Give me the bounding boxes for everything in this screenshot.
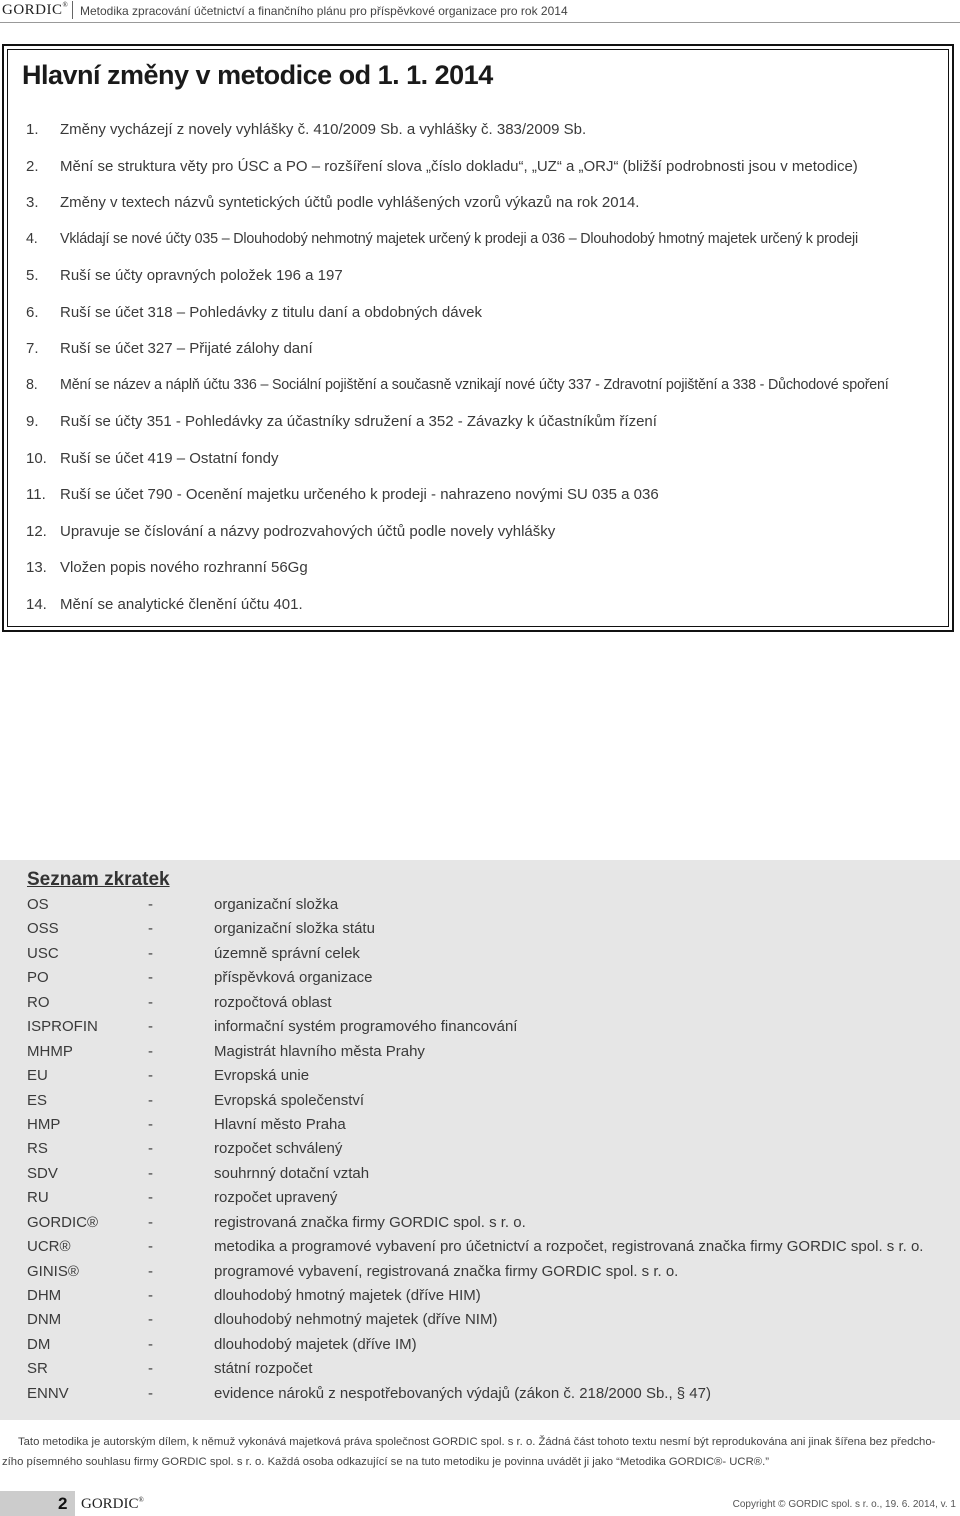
list-item <box>26 377 951 414</box>
list-item <box>26 486 951 523</box>
abbreviation-row <box>27 1043 957 1067</box>
abbreviation-code: SDV <box>27 1164 58 1182</box>
abbreviation-dash: - <box>148 1042 153 1060</box>
abbreviation-meaning: rozpočet upravený <box>214 1189 338 1207</box>
abbreviation-row <box>27 1385 957 1409</box>
abbreviation-dash: - <box>148 1262 153 1280</box>
changes-list <box>26 121 951 632</box>
item-number: 4. <box>26 230 38 247</box>
abbreviation-code: HMP <box>27 1115 61 1133</box>
abbreviation-row <box>27 1214 957 1238</box>
list-item <box>26 158 951 195</box>
abbreviation-row <box>27 1263 957 1287</box>
abbreviation-code: ENNV <box>27 1384 69 1402</box>
list-item <box>26 267 951 304</box>
abbreviation-dash: - <box>148 969 153 987</box>
abbreviation-code: DHM <box>27 1287 62 1304</box>
abbreviation-dash: - <box>148 1335 153 1353</box>
abbreviations-list <box>27 896 957 1409</box>
item-number: 5. <box>26 267 39 284</box>
abbreviation-row <box>27 1311 957 1335</box>
abbreviation-code: RO <box>27 993 50 1011</box>
abbreviation-dash: - <box>148 1384 153 1402</box>
copyright-note-line: Tato metodika je autorským dílem, k němuž vykonává majetková práva společnost GORDIC spol. s r. o. Žádná část tohoto textu nesmí být reprodukována ani jinak šířena bez předcho- <box>18 1436 936 1448</box>
page-header <box>0 0 960 22</box>
abbreviation-dash: - <box>148 1140 153 1158</box>
copyright-note <box>0 1432 960 1472</box>
abbreviation-row <box>27 920 957 944</box>
list-item <box>26 194 951 231</box>
abbreviation-meaning: programové vybavení, registrovaná značka firmy GORDIC spol. s r. o. <box>214 1262 679 1280</box>
abbreviation-meaning: rozpočtová oblast <box>214 993 332 1011</box>
abbreviation-dash: - <box>148 944 153 962</box>
abbreviation-row <box>27 1287 957 1311</box>
item-number: 11. <box>26 486 46 503</box>
abbreviation-code: UCR® <box>27 1238 71 1256</box>
item-text: Ruší se účet 318 – Pohledávky z titulu daní a obdobných dávek <box>60 303 482 321</box>
abbreviation-dash: - <box>148 1360 153 1378</box>
abbreviation-dash: - <box>148 1115 153 1133</box>
item-text: Mění se analytické členění účtu 401. <box>60 595 303 613</box>
abbreviation-row <box>27 1165 957 1189</box>
abbreviation-code: ES <box>27 1091 48 1109</box>
list-item <box>26 596 951 633</box>
item-text: Změny vycházejí z novely vyhlášky č. 410/2009 Sb. a vyhlášky č. 383/2009 Sb. <box>60 121 587 138</box>
abbreviation-meaning: organizační složka státu <box>214 920 375 938</box>
abbreviation-row <box>27 1189 957 1213</box>
abbreviation-meaning: Evropská společenství <box>214 1091 365 1109</box>
abbreviation-row <box>27 969 957 993</box>
list-item <box>26 304 951 341</box>
abbreviation-meaning: dlouhodobý majetek (dříve IM) <box>214 1335 417 1353</box>
abbreviation-dash: - <box>148 1164 153 1182</box>
abbreviation-row <box>27 1116 957 1140</box>
abbreviation-row <box>27 1067 957 1091</box>
item-number: 3. <box>26 194 39 211</box>
abbreviation-meaning: Magistrát hlavního města Prahy <box>214 1042 425 1060</box>
page-number-box <box>0 1491 75 1516</box>
item-text: Vložen popis nového rozhranní 56Gg <box>60 559 308 576</box>
abbreviation-dash: - <box>148 1189 153 1207</box>
abbreviation-code: MHMP <box>27 1042 73 1060</box>
abbreviation-meaning: Hlavní město Praha <box>214 1115 346 1133</box>
abbreviation-code: RU <box>27 1189 49 1207</box>
abbreviation-dash: - <box>148 920 153 938</box>
item-text: Ruší se účty 351 - Pohledávky za účastníky sdružení a 352 - Závazky k účastníkům řízení <box>60 413 657 430</box>
item-number: 10. <box>26 449 47 467</box>
abbreviation-row <box>27 1140 957 1164</box>
item-text: Vkládají se nové účty 035 – Dlouhodobý nehmotný majetek určený k prodeji a 036 – Dlouhodobý hmotný majetek určený k prodeji <box>60 230 858 247</box>
abbreviation-dash: - <box>148 1018 153 1036</box>
page-footer <box>0 1491 960 1516</box>
abbreviation-dash: - <box>148 1287 153 1304</box>
item-text: Ruší se účet 419 – Ostatní fondy <box>60 449 279 467</box>
abbreviation-code: GINIS® <box>27 1262 79 1280</box>
abbreviation-code: EU <box>27 1067 48 1085</box>
abbreviation-row <box>27 1360 957 1384</box>
list-item <box>26 340 951 377</box>
abbreviation-code: SR <box>27 1360 48 1378</box>
abbreviation-dash: - <box>148 1091 153 1109</box>
abbreviation-dash: - <box>148 896 153 913</box>
abbreviation-dash: - <box>148 1311 153 1329</box>
changes-title: Hlavní změny v metodice od 1. 1. 2014 <box>22 60 493 90</box>
copyright-note-line: zího písemného souhlasu firmy GORDIC spol. s r. o. Každá osoba odkazující se na tuto metodiku je povinna uvádět ji jako “Metodika GORDIC®- UCR®.” <box>2 1456 769 1468</box>
abbreviation-meaning: registrovaná značka firmy GORDIC spol. s r. o. <box>214 1213 526 1231</box>
item-number: 9. <box>26 413 39 430</box>
item-text: Ruší se účty opravných položek 196 a 197 <box>60 267 343 284</box>
abbreviation-code: DNM <box>27 1311 62 1329</box>
item-text: Ruší se účet 790 - Ocenění majetku určeného k prodeji - nahrazeno novými SU 035 a 036 <box>60 486 659 503</box>
page-number: 2 <box>58 1494 68 1513</box>
abbreviation-code: GORDIC® <box>27 1213 99 1231</box>
abbreviation-row <box>27 1336 957 1360</box>
list-item <box>26 231 951 268</box>
abbreviation-meaning: evidence nároků z nespotřebovaných výdajů (zákon č. 218/2000 Sb., § 47) <box>214 1384 711 1402</box>
abbreviation-row <box>27 1018 957 1042</box>
abbreviations-title: Seznam zkratek <box>27 869 170 890</box>
item-text: Upravuje se číslování a názvy podrozvahových účtů podle novely vyhlášky <box>60 522 556 540</box>
abbreviation-row <box>27 994 957 1018</box>
list-item <box>26 523 951 560</box>
abbreviation-row <box>27 945 957 969</box>
abbreviation-code: OSS <box>27 920 59 938</box>
gordic-logo: GORDIC® <box>81 1496 144 1512</box>
item-number: 13. <box>26 559 47 576</box>
abbreviation-row <box>27 896 957 920</box>
list-item <box>26 559 951 596</box>
abbreviation-code: RS <box>27 1140 48 1158</box>
abbreviation-meaning: organizační složka <box>214 896 339 913</box>
item-text: Změny v textech názvů syntetických účtů podle vyhlášených vzorů výkazů na rok 2014. <box>60 194 640 211</box>
abbreviation-row <box>27 1092 957 1116</box>
abbreviation-code: OS <box>27 896 49 913</box>
list-item <box>26 413 951 450</box>
abbreviation-meaning: státní rozpočet <box>214 1360 313 1378</box>
abbreviation-dash: - <box>148 1067 153 1085</box>
item-text: Mění se struktura věty pro ÚSC a PO – rozšíření slova „číslo dokladu“, „UZ“ a „ORJ“ (bližší podrobnosti jsou v metodice) <box>60 157 858 175</box>
abbreviation-meaning: informační systém programového financování <box>214 1018 518 1036</box>
copyright-line: Copyright © GORDIC spol. s r. o., 19. 6. 2014, v. 1 <box>732 1499 956 1510</box>
item-number: 14. <box>26 595 47 613</box>
abbreviation-meaning: dlouhodobý nehmotný majetek (dříve NIM) <box>214 1311 498 1329</box>
abbreviation-meaning: rozpočet schválený <box>214 1140 343 1158</box>
item-number: 1. <box>26 121 39 138</box>
abbreviation-meaning: Evropská unie <box>214 1067 310 1085</box>
item-number: 6. <box>26 303 39 321</box>
abbreviation-meaning: metodika a programové vybavení pro účetnictví a rozpočet, registrovaná značka firmy GORDIC spol. s r. o. <box>214 1238 924 1256</box>
abbreviation-meaning: souhrnný dotační vztah <box>214 1164 370 1182</box>
header-divider <box>72 1 73 19</box>
abbreviation-code: PO <box>27 969 49 987</box>
abbreviation-code: USC <box>27 944 59 962</box>
abbreviation-meaning: příspěvková organizace <box>214 969 373 987</box>
document-title: Metodika zpracování účetnictví a finančního plánu pro příspěvkové organizace pro rok 2014 <box>80 4 568 18</box>
item-number: 8. <box>26 376 38 393</box>
abbreviation-row <box>27 1238 957 1262</box>
item-number: 12. <box>26 522 47 540</box>
abbreviation-meaning: dlouhodobý hmotný majetek (dříve HIM) <box>214 1287 481 1304</box>
header-rule <box>0 22 960 23</box>
list-item <box>26 450 951 487</box>
abbreviation-meaning: územně správní celek <box>214 944 360 962</box>
item-number: 7. <box>26 340 39 357</box>
abbreviation-dash: - <box>148 993 153 1011</box>
gordic-logo: GORDIC® <box>2 1 69 18</box>
abbreviation-dash: - <box>148 1238 153 1256</box>
list-item <box>26 121 951 158</box>
abbreviation-dash: - <box>148 1213 153 1231</box>
abbreviation-code: DM <box>27 1335 51 1353</box>
item-text: Ruší se účet 327 – Přijaté zálohy daní <box>60 340 313 357</box>
abbreviation-code: ISPROFIN <box>27 1018 98 1036</box>
item-number: 2. <box>26 157 39 175</box>
item-text: Mění se název a náplň účtu 336 – Sociální pojištění a současně vznikají nové účty 337 - Zdravotní pojištění a 338 - Důchodové spoření <box>60 376 889 393</box>
